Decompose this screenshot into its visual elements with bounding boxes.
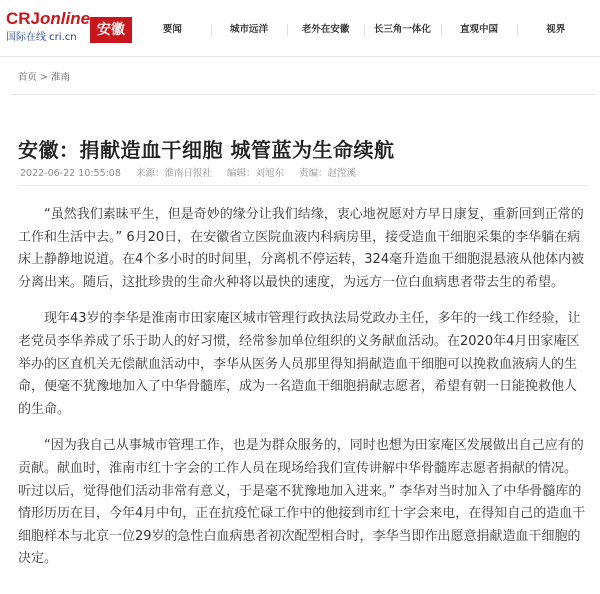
nav-item-news[interactable]: 要闻 (162, 24, 182, 35)
article-body (18, 204, 586, 585)
divider (10, 94, 596, 95)
logo-online-text: online (40, 9, 91, 28)
logo-wordmark (6, 10, 90, 28)
article-paragraph: “虽然我们素昧平生，但是奇妙的缘分让我们结缘，衷心地祝愿对方早日康复，重新回到正常的工作和生活中去。” 6月20日，在安徽省立医院血液内科病房里，接受造血干细胞采集的李华躺在病床上静静地说道。在4个多小时的时间里，分离机不停运转，324毫升造血干细胞混悬液从他体内被分离出来。随后，这批珍贵的生命火种将以最快的速度，为远方一位白血病患者带去生的希望。 (18, 207, 585, 290)
article-editor: 编辑：刘旭东 (226, 168, 284, 179)
site-header (0, 0, 600, 57)
main-nav (134, 18, 594, 42)
article-paragraph: “因为我自己从事城市管理工作，也是为群众服务的，同时也想为田家庵区发展做出自己应有的贡献。献血时，淮南市红十字会的工作人员在现场给我们宣传讲解中华骨髓库志愿者捐献的情况。听过以后，觉得他们活动非常有意义，于是毫不犹豫地加入进来。” 李华对当时加入了中华骨髓库的情形历历在目，今年4月中旬，正在抗疫忙碌工作中的他接到市红十字会来电，在得知自己的造血干细胞样本与北京一位29岁的急性白血病患者初次配型相合时，李华当即作出愿意捐献造血干细胞的决定。 (18, 438, 586, 567)
article-meta (20, 165, 368, 179)
breadcrumb-section-link[interactable]: 淮南 (50, 72, 70, 83)
article-paragraph: 现年43岁的李华是淮南市田家庵区城市管理行政执法局党政办主任，多年的一线工作经验，让老党员李华养成了乐于助人的好习惯，经常参加单位组织的义务献血活动。在2020年4月田家庵区举办的区直机关无偿献血活动中，李华从医务人员那里得知捐献造血干细胞可以挽救血液病人的生命，便毫不犹豫地加入了中华骨髓库，成为一名造血干细胞捐献志愿者，希望有朝一日能挽救他人的生命。 (18, 311, 581, 417)
publish-date: 2022-06-22 10:55:08 (20, 168, 121, 179)
article-chief-editor: 责编：赵滢溪 (299, 168, 357, 179)
breadcrumb-home-link[interactable]: 首页 (18, 72, 38, 83)
nav-item-foreigners[interactable]: 老外在安徽 (287, 18, 364, 42)
breadcrumb-separator: > (40, 72, 48, 83)
region-badge[interactable]: 安徽 (90, 17, 132, 43)
nav-item-vision[interactable]: 视界 (517, 18, 594, 42)
nav-item-yangtze-delta[interactable]: 长三角一体化 (364, 18, 441, 42)
nav-item-china-view[interactable]: 直观中国 (441, 18, 518, 42)
breadcrumb (18, 70, 588, 86)
divider (18, 185, 588, 186)
article-page (18, 70, 588, 567)
site-logo[interactable] (6, 10, 90, 46)
article-source: 来源：淮南日报社 (135, 168, 212, 179)
logo-subtitle: 国际在线 cri.cn (6, 32, 77, 43)
logo-crj-text: CRJ (6, 9, 41, 28)
article-title: 安徽：捐献造血干细胞 城管蓝为生命续航 (18, 138, 395, 163)
nav-item-city[interactable]: 城市远洋 (211, 18, 288, 42)
